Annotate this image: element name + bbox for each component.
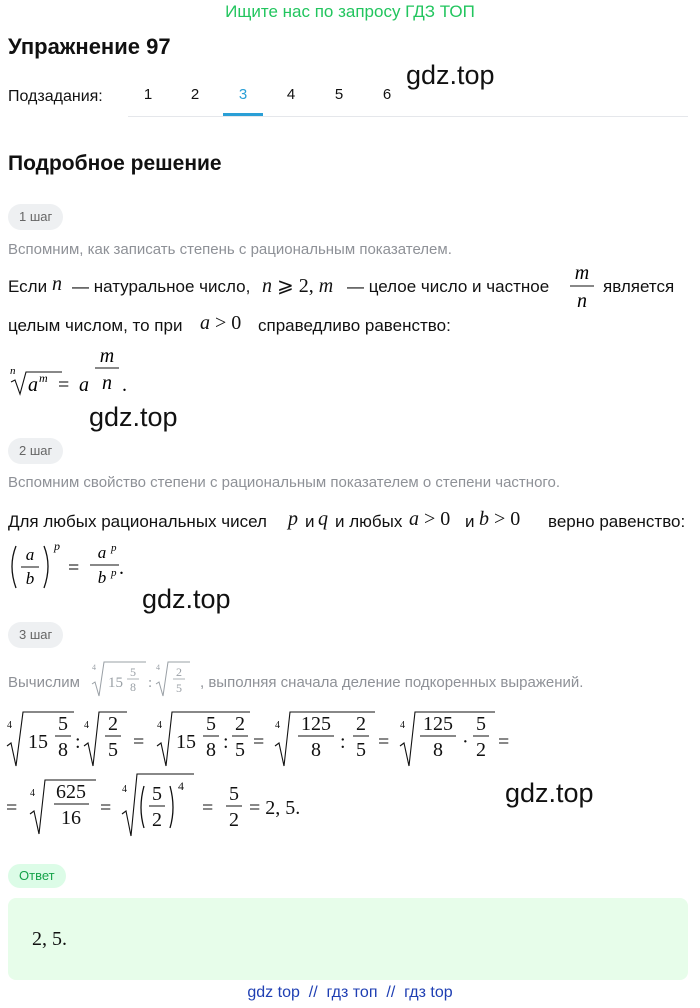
svg-text::: : — [340, 731, 346, 753]
svg-text:8: 8 — [130, 680, 136, 694]
step-badge-1: 1 шаг — [8, 204, 63, 230]
watermark: gdz.top — [142, 584, 231, 614]
svg-text:a: a — [28, 374, 38, 396]
math-n: n — [52, 273, 62, 295]
svg-text:=: = — [498, 731, 510, 753]
svg-text:5: 5 — [206, 713, 216, 735]
formula-rational-exponent — [6, 344, 146, 409]
tab-subtask-3[interactable]: 3 — [238, 86, 248, 103]
svg-text:a: a — [25, 545, 35, 564]
tab-subtask-4[interactable]: 4 — [286, 86, 296, 103]
svg-text:4: 4 — [178, 779, 184, 793]
svg-text:16: 16 — [61, 807, 81, 829]
answer-box — [8, 898, 688, 980]
svg-text:2: 2 — [108, 713, 118, 735]
svg-text:n: n — [10, 365, 16, 377]
watermark: gdz.top — [406, 60, 495, 90]
step-badge-2: 2 шаг — [8, 438, 63, 464]
svg-text:b: b — [97, 568, 107, 587]
svg-text:5: 5 — [235, 739, 245, 761]
answer-value: 2, 5. — [32, 928, 67, 950]
active-tab-indicator — [223, 113, 263, 116]
svg-text:125: 125 — [423, 713, 453, 735]
tab-subtask-1[interactable]: 1 — [143, 86, 153, 103]
formula-computation-line-2 — [4, 770, 324, 845]
svg-text:2: 2 — [176, 665, 182, 679]
svg-text:p: p — [54, 539, 60, 553]
svg-text:4: 4 — [400, 720, 405, 731]
svg-text:m: m — [39, 371, 48, 385]
svg-text:8: 8 — [311, 739, 321, 761]
svg-text:4: 4 — [92, 663, 96, 672]
svg-text:= 2, 5.: = 2, 5. — [249, 797, 301, 819]
svg-text:5: 5 — [152, 783, 162, 805]
math-b-gt-0: b > 0 — [479, 508, 521, 530]
step1-text-is: является — [603, 277, 675, 296]
svg-text::: : — [75, 731, 81, 753]
svg-text:5: 5 — [176, 681, 182, 695]
step1-text-equality: справедливо равенство: — [258, 316, 451, 335]
svg-text:125: 125 — [301, 713, 331, 735]
svg-text:2: 2 — [476, 739, 486, 761]
step1-text-if: Если — [8, 277, 48, 296]
svg-text:.: . — [119, 557, 124, 579]
svg-text:4: 4 — [157, 720, 162, 731]
step2-text-and-1: и — [305, 512, 315, 531]
svg-text:5: 5 — [58, 713, 68, 735]
answer-badge: Ответ — [8, 864, 66, 888]
math-fraction-m-n — [568, 262, 596, 319]
subtasks-label: Подзадания: — [8, 88, 103, 105]
svg-text:p: p — [111, 567, 117, 579]
tab-subtask-5[interactable]: 5 — [334, 86, 344, 103]
formula-computation-line-1 — [4, 706, 524, 775]
math-q: q — [318, 508, 328, 530]
svg-text:a: a — [97, 543, 107, 562]
step-hint-3-a: Вычислим — [8, 674, 80, 691]
step-hint-1: Вспомним, как записать степень с рациональным показателем. — [8, 241, 452, 258]
svg-text:15: 15 — [108, 675, 123, 691]
svg-text:·: · — [462, 731, 469, 753]
step1-text-integer: — целое число и частное — [347, 277, 550, 296]
svg-text::: : — [148, 675, 153, 691]
step2-text-for-any: Для любых рациональных чисел — [8, 512, 267, 531]
watermark: gdz.top — [89, 402, 178, 432]
svg-text:=: = — [100, 797, 112, 819]
step2-text-and-2: и — [465, 512, 475, 531]
svg-text:4: 4 — [84, 720, 89, 731]
svg-text:2: 2 — [356, 713, 366, 735]
svg-text:n: n — [577, 290, 587, 312]
svg-text:5: 5 — [356, 739, 366, 761]
svg-text:8: 8 — [433, 739, 443, 761]
svg-text:4: 4 — [30, 788, 35, 799]
math-p: p — [288, 508, 298, 530]
step-hint-3-b: , выполняя сначала деление подкоренных выражений. — [200, 674, 584, 691]
top-banner-link[interactable]: Ищите нас по запросу ГДЗ ТОП — [225, 2, 475, 21]
svg-text:2: 2 — [235, 713, 245, 735]
svg-text:5: 5 — [130, 665, 136, 679]
svg-text:=: = — [6, 797, 18, 819]
svg-text:=: = — [68, 557, 80, 579]
svg-text:m: m — [99, 345, 115, 367]
svg-text:=: = — [202, 797, 214, 819]
svg-text:15: 15 — [176, 731, 196, 753]
math-a-gt-0-step2: a > 0 — [409, 508, 451, 530]
svg-text:m: m — [574, 262, 590, 284]
svg-text:5: 5 — [476, 713, 486, 735]
step2-text-equality: верно равенство: — [548, 512, 686, 531]
svg-text:8: 8 — [58, 739, 68, 761]
svg-text::: : — [223, 731, 229, 753]
svg-text:=: = — [378, 731, 390, 753]
svg-text:625: 625 — [56, 781, 86, 803]
svg-text:n: n — [102, 372, 112, 394]
svg-text:2: 2 — [229, 809, 239, 831]
exercise-title: Упражнение 97 — [8, 34, 171, 59]
step1-text-integer-number: целым числом, то при — [8, 316, 183, 335]
svg-text:.: . — [122, 374, 127, 396]
svg-text:5: 5 — [229, 783, 239, 805]
tab-subtask-2[interactable]: 2 — [190, 86, 200, 103]
step-badge-3: 3 шаг — [8, 622, 63, 648]
svg-text:2: 2 — [152, 809, 162, 831]
svg-text:15: 15 — [28, 731, 48, 753]
svg-text:b: b — [25, 569, 35, 588]
svg-text:=: = — [253, 731, 265, 753]
svg-text:4: 4 — [156, 663, 160, 672]
svg-text:p: p — [111, 542, 117, 554]
step1-text-natural: — натуральное число, — [72, 277, 251, 296]
math-a-gt-0: a > 0 — [200, 312, 242, 334]
svg-text:4: 4 — [275, 720, 280, 731]
watermark: gdz.top — [505, 778, 594, 808]
svg-text:4: 4 — [7, 720, 12, 731]
tab-subtask-6[interactable]: 6 — [382, 86, 392, 103]
footer-links[interactable]: gdz top // гдз топ // гдз top — [247, 984, 453, 1001]
svg-text:4: 4 — [122, 784, 127, 795]
svg-text:=: = — [133, 731, 145, 753]
inline-root-expression — [90, 654, 200, 705]
svg-text:8: 8 — [206, 739, 216, 761]
subtasks-tabs — [128, 78, 688, 117]
math-n-geq-2-m: n ⩾ 2, m — [262, 275, 334, 297]
svg-text:a: a — [79, 374, 89, 396]
step-hint-2: Вспомним свойство степени с рациональным показателем о степени частного. — [8, 474, 561, 491]
step2-text-and-any: и любых — [335, 512, 403, 531]
svg-text:5: 5 — [108, 739, 118, 761]
solution-title: Подробное решение — [8, 152, 222, 175]
svg-text:=: = — [58, 374, 70, 396]
formula-power-of-quotient — [6, 538, 136, 603]
